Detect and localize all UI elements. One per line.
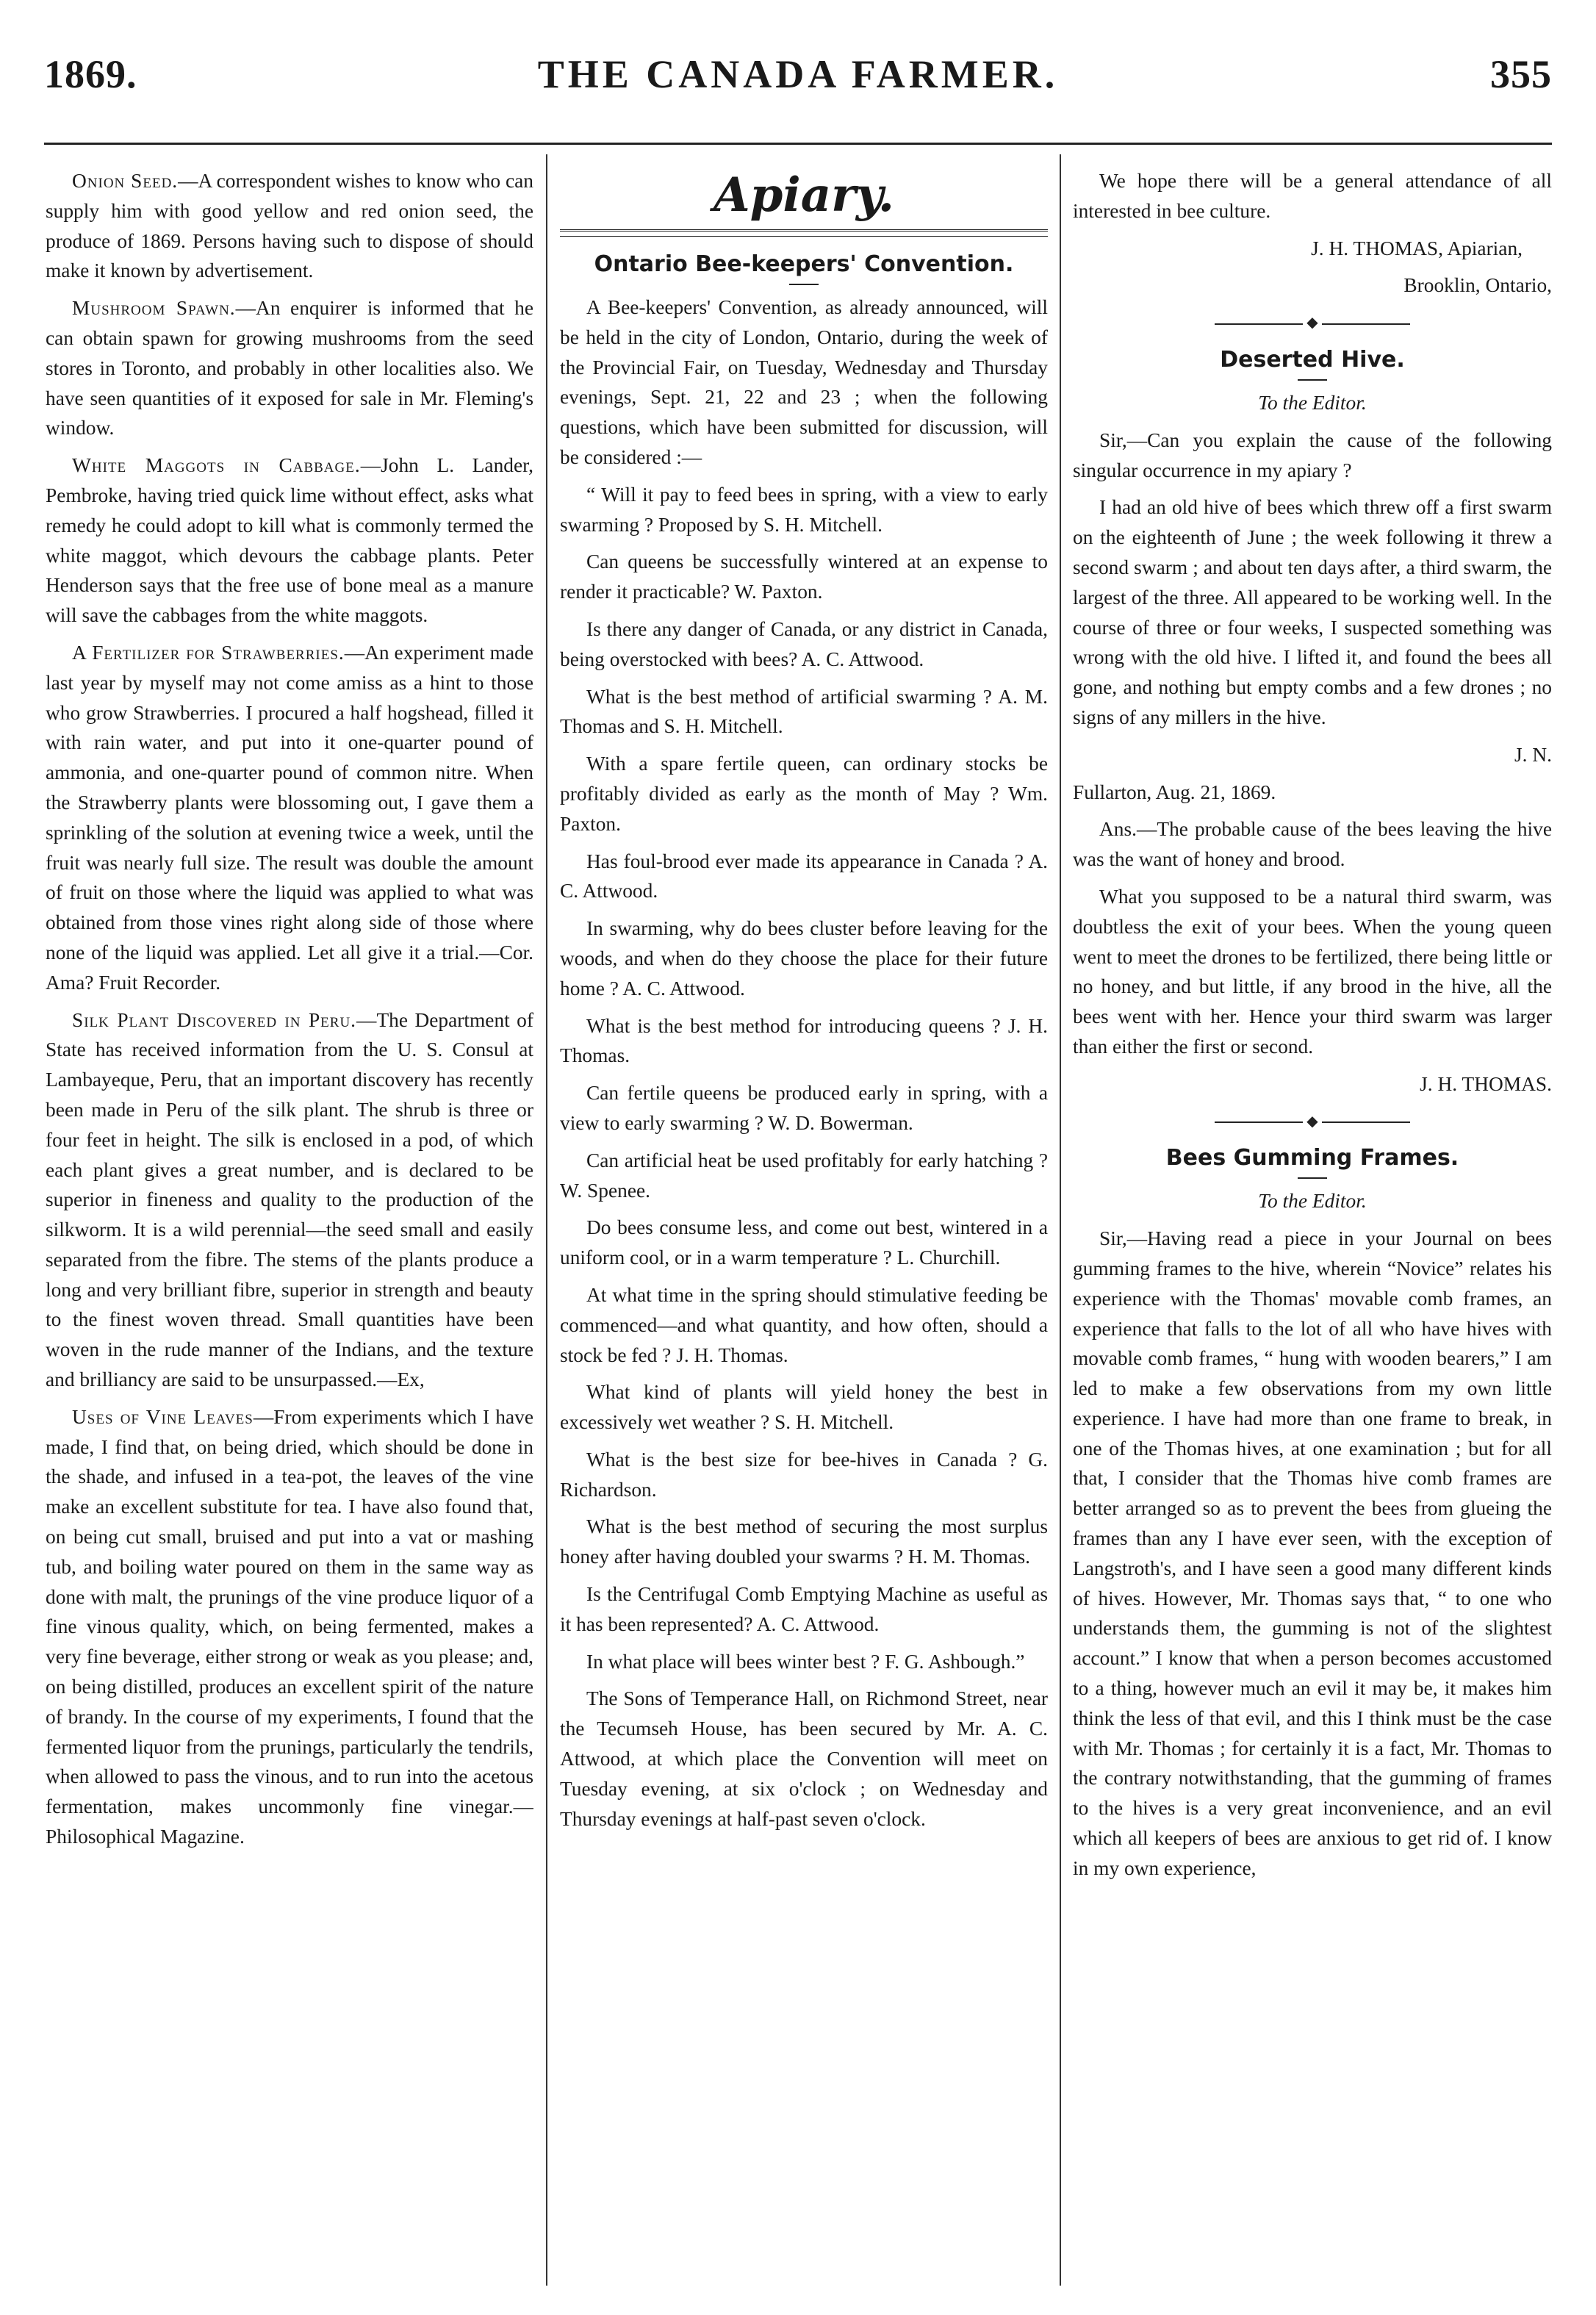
to-the-editor: To the Editor. xyxy=(1258,391,1367,414)
text-onion-seed: —A correspondent wishes to know who can supply him with good yellow and red onion seed, the produce of 1869. Persons having such to dispose of should make it known by advertisement. xyxy=(46,170,533,282)
question: With a spare fertile queen, can ordinary stocks be profitably divided as early as the month of May ? Wm. Paxton. xyxy=(560,753,1048,835)
text-mushroom-spawn: —An enquirer is informed that he can obtain spawn for growing mushrooms from the seed stores in Toronto, and probably in other localities also. We have seen quantities of it exposed for sale in Mr. Fleming's window. xyxy=(46,297,533,439)
department-rule xyxy=(560,229,1048,237)
column-divider-1 xyxy=(546,154,547,2286)
lead-onion-seed: Onion Seed. xyxy=(72,170,179,192)
heading-deserted-hive: Deserted Hive. xyxy=(1220,346,1405,373)
page-header xyxy=(44,49,1552,107)
text-silk-plant: —The Department of State has received information from the U. S. Consul at Lambayeque, Peru, that an important discovery has recently been made in Peru of the silk plant. The shrub is three or four feet in height. The silk is enclosed in a pod, of which each plant gives a great number, and is declared to be superior in fineness and quality to the production of the silkworm. It is a wild perennial—the seed small and easily separated from the fibre. The stems of the plants produce a long and very brilliant fibre, superior in strength and beauty to the finest woven thread. Small quantities have been woven in the rude manner of the Indians, and the texture and brilliancy are said to be unsurpassed.—Ex, xyxy=(46,1008,533,1391)
question: What kind of plants will yield honey the best in excessively wet weather ? S. H. Mitchell. xyxy=(560,1381,1048,1434)
text-vine-leaves: —From experiments which I have made, I find that, on being dried, which should be done in the shade, and infused in a tea-pot, the leaves of the vine make an excellent substitute for tea. I have also found that, on being cut small, bruised and put into a vat or mashing tub, and boiling water poured on them in the same way as done with malt, the prunings of the vine produce liquor of a fine vinous quality, which, on being fermented, makes a very fine beverage, either strong or weak as you please; and, on being distilled, produces an excellent spirit of the nature of brandy. In the course of my experiments, I found that the fermented liquor from the prunings, particularly the tendrils, when allowed to pass the vinous, and to run into the acetous fermentation, makes uncommonly fine vinegar.—Philosophical Magazine. xyxy=(46,1405,533,1848)
answer-paragraph: Ans.—The probable cause of the bees leaving the hive was the want of honey and brood. xyxy=(1073,818,1552,871)
question: What is the best size for bee-hives in Canada ? G. Richardson. xyxy=(560,1448,1048,1501)
question: What is the best method for introducing queens ? J. H. Thomas. xyxy=(560,1014,1048,1067)
lead-fertilizer: A Fertilizer for Strawberries. xyxy=(72,641,345,664)
signature-thomas-place: Brooklin, Ontario, xyxy=(1403,274,1552,297)
column-3 xyxy=(1073,166,1552,2283)
question: Can fertile queens be produced early in spring, with a view to early swarming ? W. D. Bowerman. xyxy=(560,1082,1048,1134)
department-title: Apiary. xyxy=(713,168,895,223)
letter-paragraph: I had an old hive of bees which threw off a first swarm on the eighteenth of June ; the week following it threw a second swarm ; and about ten days after, a third swarm, the largest of the three. All appeared to be working well. In the course of three or four weeks, I suspected something was wrong with the old hive. I lifted it, and found the bees all gone, and nothing but empty combs and a few drones ; no signs of any millers in the hive. xyxy=(1073,496,1552,728)
paragraph-silk-plant xyxy=(46,1005,533,1395)
letter-paragraph: Sir,—Can you explain the cause of the following singular occurrence in my apiary ? xyxy=(1073,428,1552,481)
paragraph-onion-seed xyxy=(46,166,533,286)
letter-signature: J. N. xyxy=(1514,743,1552,766)
question: Is the Centrifugal Comb Emptying Machine as useful as it has been represented? A. C. Attwood. xyxy=(560,1583,1048,1635)
lead-mushroom-spawn: Mushroom Spawn. xyxy=(72,297,236,320)
question: Is there any danger of Canada, or any district in Canada, being overstocked with bees? A. C. Attwood. xyxy=(560,617,1048,670)
question: “ Will it pay to feed bees in spring, with a view to early swarming ? Proposed by S. H. Mitchell. xyxy=(560,483,1048,536)
question: Can artificial heat be used profitably for early hatching ? W. Spenee. xyxy=(560,1149,1048,1202)
paragraph-mushroom-spawn xyxy=(46,293,533,443)
to-the-editor: To the Editor. xyxy=(1258,1190,1367,1213)
signature-thomas-name: J. H. THOMAS, Apiarian, xyxy=(1311,237,1523,259)
header-year: 1869. xyxy=(44,52,137,96)
header-rule xyxy=(44,143,1552,145)
letter-location: Fullarton, Aug. 21, 1869. xyxy=(1073,780,1276,803)
short-dash xyxy=(789,284,819,285)
header-title: THE CANADA FARMER. xyxy=(537,52,1059,96)
convention-intro: A Bee-keepers' Convention, as already announced, will be held in the city of London, Ontario, during the week of the Provincial Fair, on Tuesday, Wednesday and Thursday evenings, Sept. 21, 22 and 23 ; when the following questions, which have been submitted for discussion, will be considered :— xyxy=(560,296,1048,468)
lead-white-maggots: White Maggots in Cabbage. xyxy=(72,454,361,477)
heading-bees-gumming: Bees Gumming Frames. xyxy=(1165,1145,1459,1171)
lead-silk-plant: Silk Plant Discovered in Peru. xyxy=(72,1008,357,1031)
header-page-number: 355 xyxy=(1490,52,1552,96)
short-dash xyxy=(1298,1177,1327,1179)
paragraph-fertilizer xyxy=(46,638,533,998)
lead-vine-leaves: Uses of Vine Leaves xyxy=(72,1405,254,1428)
question: At what time in the spring should stimulative feeding be commenced—and what quantity, and how often, should a stock be fed ? J. H. Thomas. xyxy=(560,1283,1048,1366)
continuation-text: We hope there will be a general attendance of all interested in bee culture. xyxy=(1073,170,1552,222)
heading-convention: Ontario Bee-keepers' Convention. xyxy=(594,251,1014,277)
question: Has foul-brood ever made its appearance in Canada ? A. C. Attwood. xyxy=(560,850,1048,902)
text-fertilizer: —An experiment made last year by myself may not come amiss as a hint to those who grow Strawberries. I procured a half hogshead, filled it with rain water, and put into it one-quarter pound of ammonia, and one-quarter pound of common nitre. When the Strawberry plants were blossoming out, I gave them a sprinkling of the solution at evening twice a week, until the fruit was nearly full size. The result was double the amount of fruit on those where the liquid was applied to what was obtained from those vines right along side of those where none of the liquid was applied. Let all give it a trial.—Cor. Ama? Fruit Recorder. xyxy=(46,641,533,994)
answer-signature: J. H. THOMAS. xyxy=(1420,1072,1552,1095)
column-divider-2 xyxy=(1060,154,1061,2286)
text-white-maggots: —John L. Lander, Pembroke, having tried quick lime without effect, asks what remedy he could adopt to kill what is commonly termed the white maggot, which devours the cabbage plants. Peter Henderson says that the free use of bone meal as a manure will save the cabbages from the white maggots. xyxy=(46,454,533,627)
paragraph-white-maggots xyxy=(46,451,533,631)
column-2 xyxy=(560,166,1048,2283)
ornament-divider: ◆ xyxy=(1073,308,1552,338)
ornament-divider: ◆ xyxy=(1073,1107,1552,1137)
column-1 xyxy=(46,166,533,2283)
question: Can queens be successfully wintered at an expense to render it practicable? W. Paxton. xyxy=(560,550,1048,603)
question: In swarming, why do bees cluster before leaving for the woods, and when do they choose the place for their future home ? A. C. Attwood. xyxy=(560,917,1048,999)
question: In what place will bees winter best ? F. G. Ashbough.” xyxy=(586,1650,1025,1673)
gumming-paragraph: Sir,—Having read a piece in your Journal on bees gumming frames to the hive, wherein “Novice” relates his experience with the Thomas' movable comb frames, an experience that falls to the lot of all who have hives with movable comb frames, “ hung with wooden bearers,” I am led to make a few observations from my own little experience. I have had more than one frame to break, in one of the Thomas hives, at one examination ; but for all that, I consider that the Thomas hive comb frames are better arranged so as to prevent the bees from glueing the frames than any I have ever seen, with the exception of Langstroth's, and I have seen a good many different kinds of hives. However, Mr. Thomas says that, “ to one who understands them, the gumming is not of the slightest account.” I know that when a person becomes accustomed to a thing, however much an evil it may be, it makes him think the less of that evil, and this I think must be the case with Mr. Thomas ; for certainly it is a fact, Mr. Thomas to the contrary notwithstanding, that the gumming of frames to the hives is a very great inconvenience, and an evil which all keepers of bees are anxious to get rid of. I know in my own experience, xyxy=(1073,1227,1552,1879)
answer-paragraph: What you supposed to be a natural third swarm, was doubtless the exit of your bees. When the young queen went to meet the drones to be fertilized, there being little or no honey, and but little, if any brood in the hive, all the bees went with her. Hence your third swarm was larger than either the first or second. xyxy=(1073,885,1552,1058)
convention-closing: The Sons of Temperance Hall, on Richmond Street, near the Tecumseh House, has been secured by Mr. A. C. Attwood, at which place the Convention will meet on Tuesday evening, at six o'clock ; on Wednesday and Thursday evenings at half-past seven o'clock. xyxy=(560,1687,1048,1830)
question: Do bees consume less, and come out best, wintered in a uniform cool, or in a warm temperature ? L. Churchill. xyxy=(560,1216,1048,1269)
short-dash xyxy=(1298,379,1327,381)
question: What is the best method of artificial swarming ? A. M. Thomas and S. H. Mitchell. xyxy=(560,685,1048,738)
question: What is the best method of securing the most surplus honey after having doubled your swarms ? H. M. Thomas. xyxy=(560,1515,1048,1568)
paragraph-vine-leaves xyxy=(46,1402,533,1852)
